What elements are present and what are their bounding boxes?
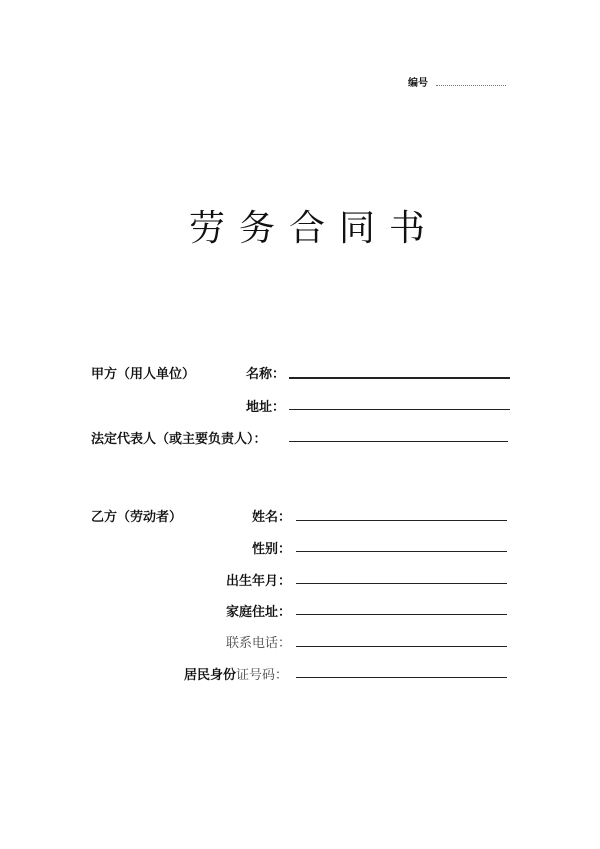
party-a-address-line — [289, 409, 510, 410]
party-b-id-number-bold: 居民身份 — [184, 668, 237, 683]
contract-number-label: 编号 — [408, 78, 428, 89]
party-b-phone-line — [296, 646, 507, 647]
party-b-id-number-rest: 证号码： — [236, 668, 289, 683]
party-b-heading: 乙方（劳动者） — [91, 510, 183, 525]
party-b-home-address-line — [296, 614, 507, 615]
party-a-name-label: 名称： — [246, 367, 286, 382]
party-b-birth-line — [296, 583, 507, 584]
party-a-legal-rep-line — [289, 441, 508, 442]
party-a-legal-rep-label: 法定代表人（或主要负责人）： — [91, 432, 267, 447]
party-b-birth-label: 出生年月： — [226, 574, 292, 589]
party-b-name-line — [296, 520, 507, 521]
contract-number-line — [436, 85, 506, 86]
party-b-gender-label: 性别： — [252, 542, 292, 557]
party-b-phone-text: 联系电话： — [226, 636, 292, 651]
party-b-phone-label — [226, 632, 291, 651]
party-b-id-number-label — [184, 664, 288, 683]
party-b-name-label: 姓名： — [252, 510, 292, 525]
party-a-address-label: 地址： — [246, 400, 286, 415]
party-a-heading: 甲方（用人单位） — [91, 367, 196, 382]
party-b-gender-line — [296, 551, 507, 552]
party-b-id-number-line — [296, 677, 507, 678]
party-b-home-address-label: 家庭住址： — [226, 605, 292, 620]
page-title: 劳务合同书 — [188, 208, 439, 249]
party-a-name-line — [289, 377, 510, 379]
